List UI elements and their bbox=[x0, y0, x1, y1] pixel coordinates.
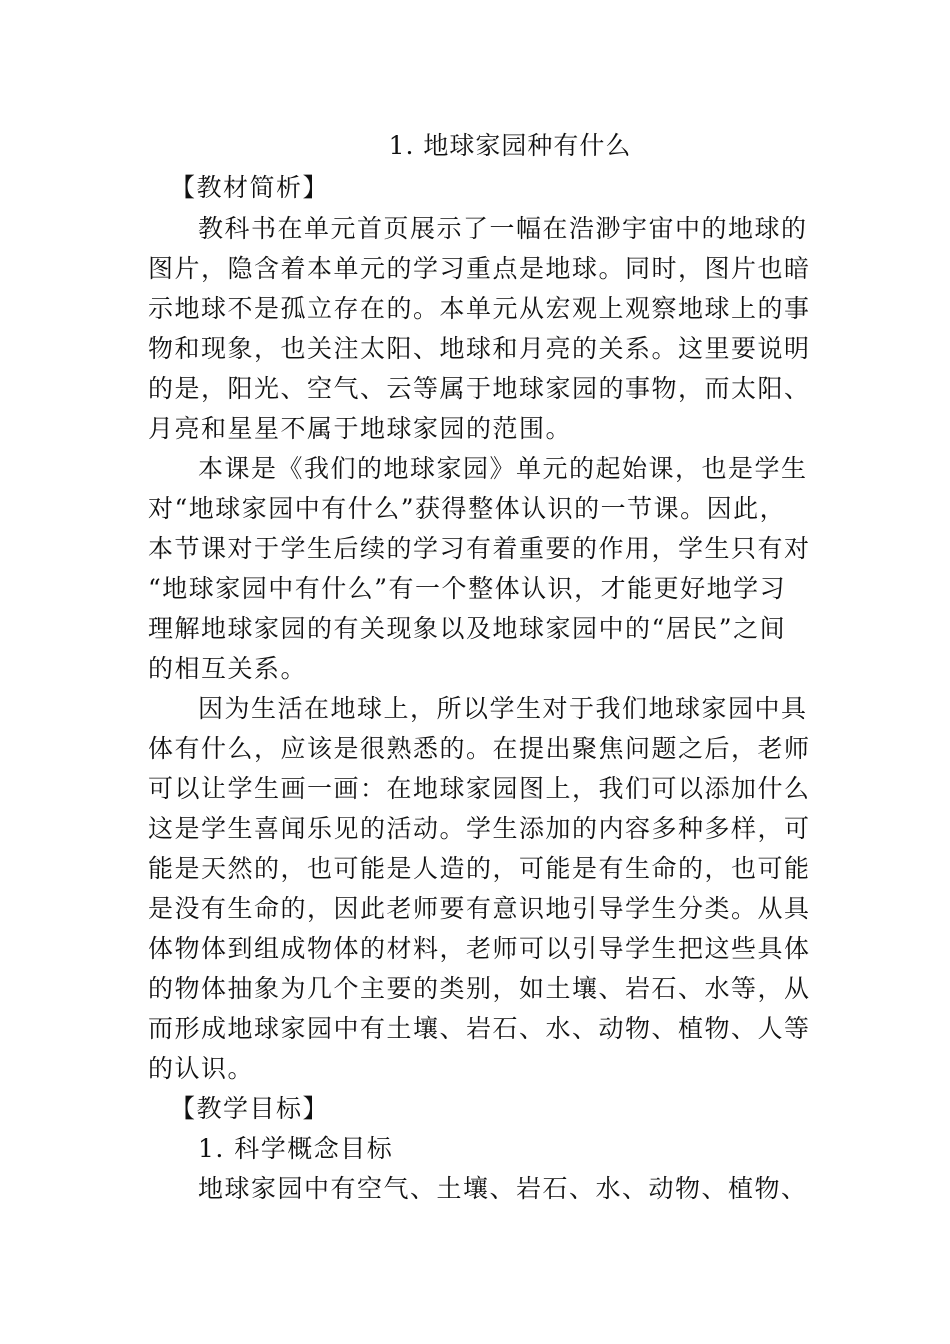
section-heading-analysis: 【教材简析】 bbox=[170, 173, 330, 202]
paragraph-line: 体物体到组成物体的材料，老师可以引导学生把这些具体 bbox=[148, 934, 811, 963]
paragraph-line: 本节课对于学生后续的学习有着重要的作用，学生只有对 bbox=[148, 534, 811, 563]
paragraph-line: 的相互关系。 bbox=[148, 654, 308, 683]
paragraph-line: 理解地球家园的有关现象以及地球家园中的“居民”之间 bbox=[148, 614, 787, 643]
paragraph-line: 图片，隐含着本单元的学习重点是地球。同时，图片也暗 bbox=[148, 254, 811, 283]
document-title: 1. 地球家园种有什么 bbox=[388, 131, 632, 160]
section-heading-goals: 【教学目标】 bbox=[170, 1094, 330, 1123]
paragraph-line: 而形成地球家园中有土壤、岩石、水、动物、植物、人等 bbox=[148, 1014, 811, 1043]
paragraph-line: 的认识。 bbox=[148, 1054, 255, 1083]
paragraph-line: 教科书在单元首页展示了一幅在浩渺宇宙中的地球的 bbox=[198, 214, 808, 243]
paragraph-line: 是没有生命的，因此老师要有意识地引导学生分类。从具 bbox=[148, 894, 811, 923]
paragraph-line: 对“地球家园中有什么”获得整体认识的一节课。因此， bbox=[148, 494, 787, 523]
paragraph-line: 地球家园中有空气、土壤、岩石、水、动物、植物、 bbox=[198, 1174, 808, 1203]
subsection-heading-concept-goal: 1. 科学概念目标 bbox=[198, 1134, 394, 1163]
paragraph-line: 因为生活在地球上，所以学生对于我们地球家园中具 bbox=[198, 694, 808, 723]
paragraph-line: 可以让学生画一画：在地球家园图上，我们可以添加什么 bbox=[148, 774, 811, 803]
paragraph-line: “地球家园中有什么”有一个整体认识，才能更好地学习 bbox=[148, 574, 787, 603]
paragraph-line: 物和现象，也关注太阳、地球和月亮的关系。这里要说明 bbox=[148, 334, 811, 363]
paragraph-line: 本课是《我们的地球家园》单元的起始课，也是学生 bbox=[198, 454, 808, 483]
paragraph-line: 月亮和星星不属于地球家园的范围。 bbox=[148, 414, 573, 443]
paragraph-line: 的物体抽象为几个主要的类别，如土壤、岩石、水等，从 bbox=[148, 974, 811, 1003]
paragraph-line: 这是学生喜闻乐见的活动。学生添加的内容多种多样，可 bbox=[148, 814, 811, 843]
paragraph-line: 能是天然的，也可能是人造的，可能是有生命的，也可能 bbox=[148, 854, 811, 883]
paragraph-line: 的是，阳光、空气、云等属于地球家园的事物，而太阳、 bbox=[148, 374, 811, 403]
paragraph-line: 示地球不是孤立存在的。本单元从宏观上观察地球上的事 bbox=[148, 294, 811, 323]
paragraph-line: 体有什么，应该是很熟悉的。在提出聚焦问题之后，老师 bbox=[148, 734, 811, 763]
